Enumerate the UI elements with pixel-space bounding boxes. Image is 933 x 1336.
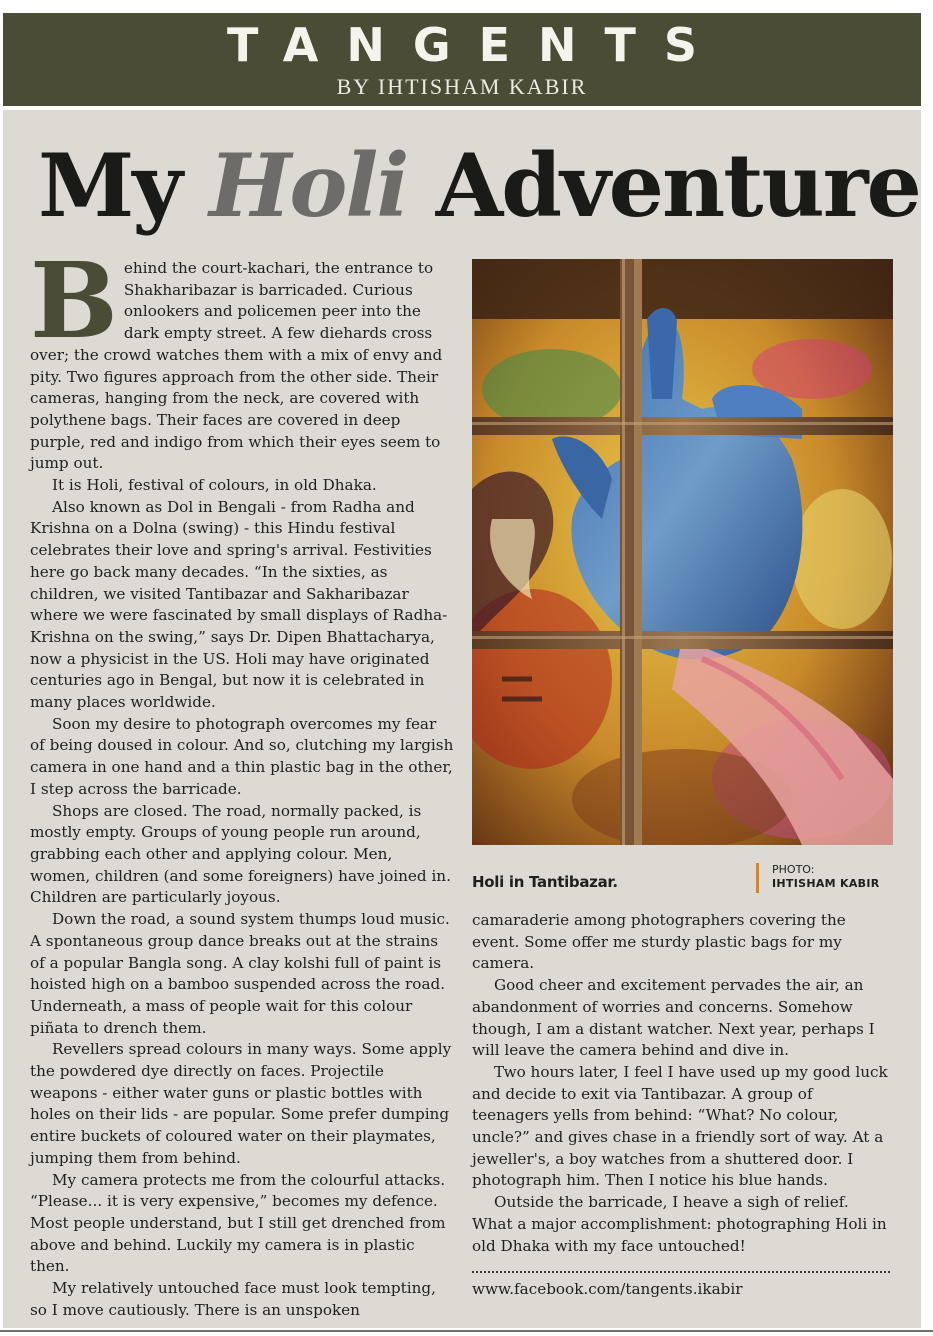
article-column-right [472, 910, 894, 1257]
paragraph: My camera protects me from the colourful attacks. “Please... it is very expensive,” becomes my defence. Most people understand, but I still get drenched from above and behind. Luckily my camera is in plastic then. [30, 1170, 446, 1276]
masthead-band [3, 13, 921, 106]
bottom-rule [0, 1330, 933, 1332]
holi-photo [472, 259, 893, 845]
paragraph: Shops are closed. The road, normally packed, is mostly empty. Groups of young people run around, grabbing each other and applying colour. Men, women, children (and some foreigners) have joined in. Children are particularly joyous. [30, 801, 451, 907]
paragraph: Good cheer and excitement pervades the air, an abandonment of worries and concerns. Somehow though, I am a distant watcher. Next year, perhaps I will leave the camera behind and dive in. [472, 976, 875, 1060]
paragraph: Also known as Dol in Bengali - from Radha and Krishna on a Dolna (swing) - this Hindu festival celebrates their love and spring's arrival. Festivities here go back many decades. “In the sixties, as children, we visited Tantibazar and Sakharibazar where we were fascinated by small displays of Radha-Krishna on the swing,” says Dr. Dipen Bhattacharya, now a physicist in the US. Holi may have originated centuries ago in Bengal, but now it is celebrated in many places worldwide. [30, 497, 448, 712]
paragraph: My relatively untouched face must look tempting, so I move cautiously. There is an unspoken [30, 1279, 436, 1319]
paragraph: Revellers spread colours in many ways. Some apply the powdered dye directly on faces. Projectile weapons - either water guns or plastic bottles with holes on their lids - are popular. Some prefer dumping entire buckets of coloured water on their playmates, jumping them from behind. [30, 1040, 452, 1167]
drop-cap: B [30, 239, 118, 362]
paragraph: Outside the barricade, I heave a sigh of relief. What a major accomplishment: photographing Holi in old Dhaka with my face untouched! [472, 1193, 887, 1255]
paragraph: It is Holi, festival of colours, in old Dhaka. [52, 476, 377, 495]
photo-credit [756, 863, 880, 893]
headline-accent: Holi [209, 134, 408, 237]
masthead-title: TANGENTS [226, 18, 726, 72]
footer-divider [472, 1271, 890, 1273]
paragraph-lead [30, 239, 454, 475]
headline-part-3: Adventure [435, 134, 920, 237]
paragraph: Soon my desire to photograph overcomes my fear of being doused in colour. And so, clutching my largish camera in one hand and a thin plastic bag in the other, I step across the barricade. [30, 714, 454, 798]
paragraph: Down the road, a sound system thumps loud music. A spontaneous group dance breaks out at the strains of a popular Bangla song. A clay kolshi full of paint is hoisted high on a bamboo suspended across the road. Underneath, a mass of people wait for this colour piñata to drench them. [30, 910, 450, 1037]
headline-part-1: My [38, 134, 181, 237]
photo-caption: Holi in Tantibazar. [472, 873, 618, 891]
paragraph: Two hours later, I feel I have used up my good luck and decide to exit via Tantibazar. A group of teenagers yells from behind: “What? No colour, uncle?” and gives chase in a friendly sort of way. At a jeweller's, a boy watches from a shuttered door. I photograph him. Then I notice his blue hands. [472, 1062, 888, 1190]
photo-credit-label: PHOTO: [772, 863, 815, 876]
byline: BY IHTISHAM KABIR [336, 74, 588, 99]
holi-photo-illustration [472, 259, 893, 845]
photo-credit-name: IHTISHAM KABIR [772, 877, 880, 890]
facebook-link[interactable]: www.facebook.com/tangents.ikabir [472, 1280, 743, 1298]
paragraph-lead-text: ehind the court-kachari, the entrance to Shakharibazar is barricaded. Curious onlookers and policemen peer into the dark empty street. A few diehards cross over; the crowd watches them with a mix of envy and pity. Two figures approach from the other side. Their cameras, hanging from the neck, are covered with polythene bags. Their faces are covered in deep purple, red and indigo from which their eyes seem to jump out. [30, 259, 443, 473]
article-column-left [30, 239, 454, 1321]
headline [38, 134, 920, 237]
paragraph: camaraderie among photographers covering the event. Some offer me sturdy plastic bags for my camera. [472, 911, 846, 973]
